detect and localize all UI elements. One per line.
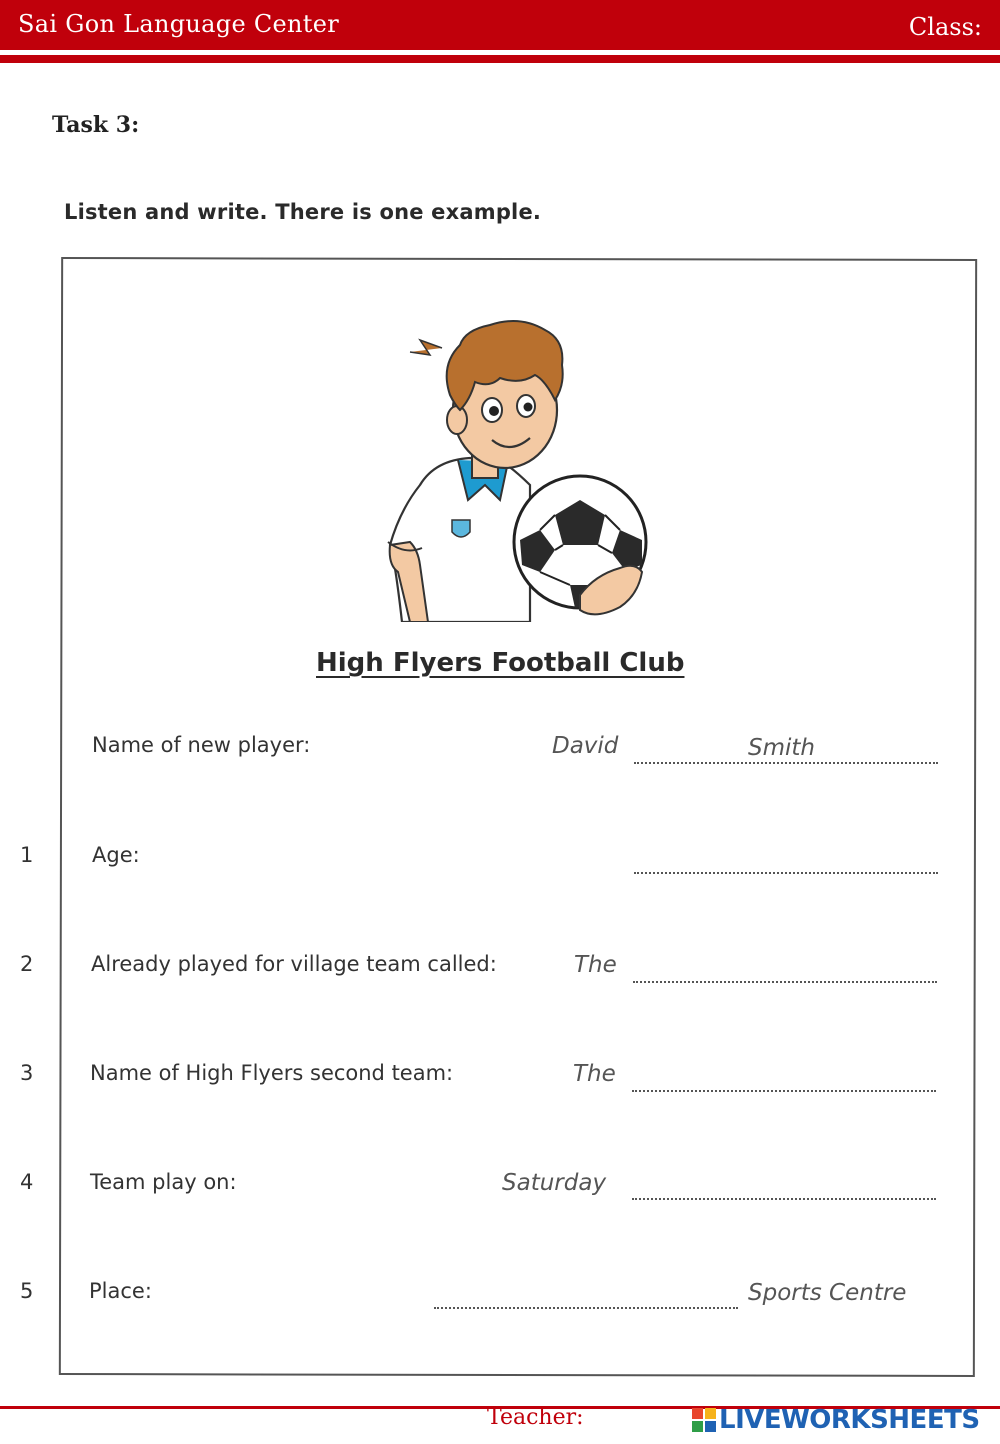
example-answer: Smith <box>748 735 815 761</box>
boy-with-football-illustration <box>380 310 655 622</box>
class-label: Class: <box>908 13 982 41</box>
answer-field-village-team[interactable] <box>633 981 937 983</box>
task-instruction: Listen and write. There is one example. <box>64 200 542 224</box>
logo-grid-icon <box>692 1408 716 1432</box>
item-label-second-team: Name of High Flyers second team: <box>90 1061 454 1085</box>
club-title: High Flyers Football Club <box>316 648 685 678</box>
task-title: Task 3: <box>52 112 140 138</box>
item-prefix-play-day: Saturday <box>502 1170 607 1196</box>
item-number: 2 <box>20 952 34 976</box>
example-answer-line <box>634 762 938 764</box>
brand-name: LIVEWORKSHEETS <box>719 1405 980 1435</box>
item-label-age: Age: <box>92 843 140 867</box>
answer-field-age[interactable] <box>634 872 938 874</box>
example-label: Name of new player: <box>92 733 311 757</box>
liveworksheets-logo <box>692 1405 980 1435</box>
item-label-place: Place: <box>89 1279 152 1303</box>
answer-field-place[interactable] <box>434 1307 738 1309</box>
item-suffix-place: Sports Centre <box>748 1280 907 1306</box>
teacher-label: Teacher: <box>487 1405 584 1430</box>
center-name: Sai Gon Language Center <box>18 10 340 38</box>
item-label-village-team: Already played for village team called: <box>91 952 497 976</box>
item-number: 5 <box>20 1279 34 1303</box>
header-divider <box>0 55 1000 63</box>
item-number: 3 <box>20 1061 34 1085</box>
item-label-play-day: Team play on: <box>90 1170 237 1194</box>
item-prefix-second-team: The <box>573 1061 616 1087</box>
example-prefix: David <box>552 733 619 759</box>
answer-field-second-team[interactable] <box>632 1090 936 1092</box>
item-number: 1 <box>20 843 34 867</box>
header-bar <box>0 0 1000 50</box>
answer-field-play-day[interactable] <box>632 1198 936 1200</box>
item-number: 4 <box>20 1170 34 1194</box>
item-prefix-village-team: The <box>574 952 617 978</box>
